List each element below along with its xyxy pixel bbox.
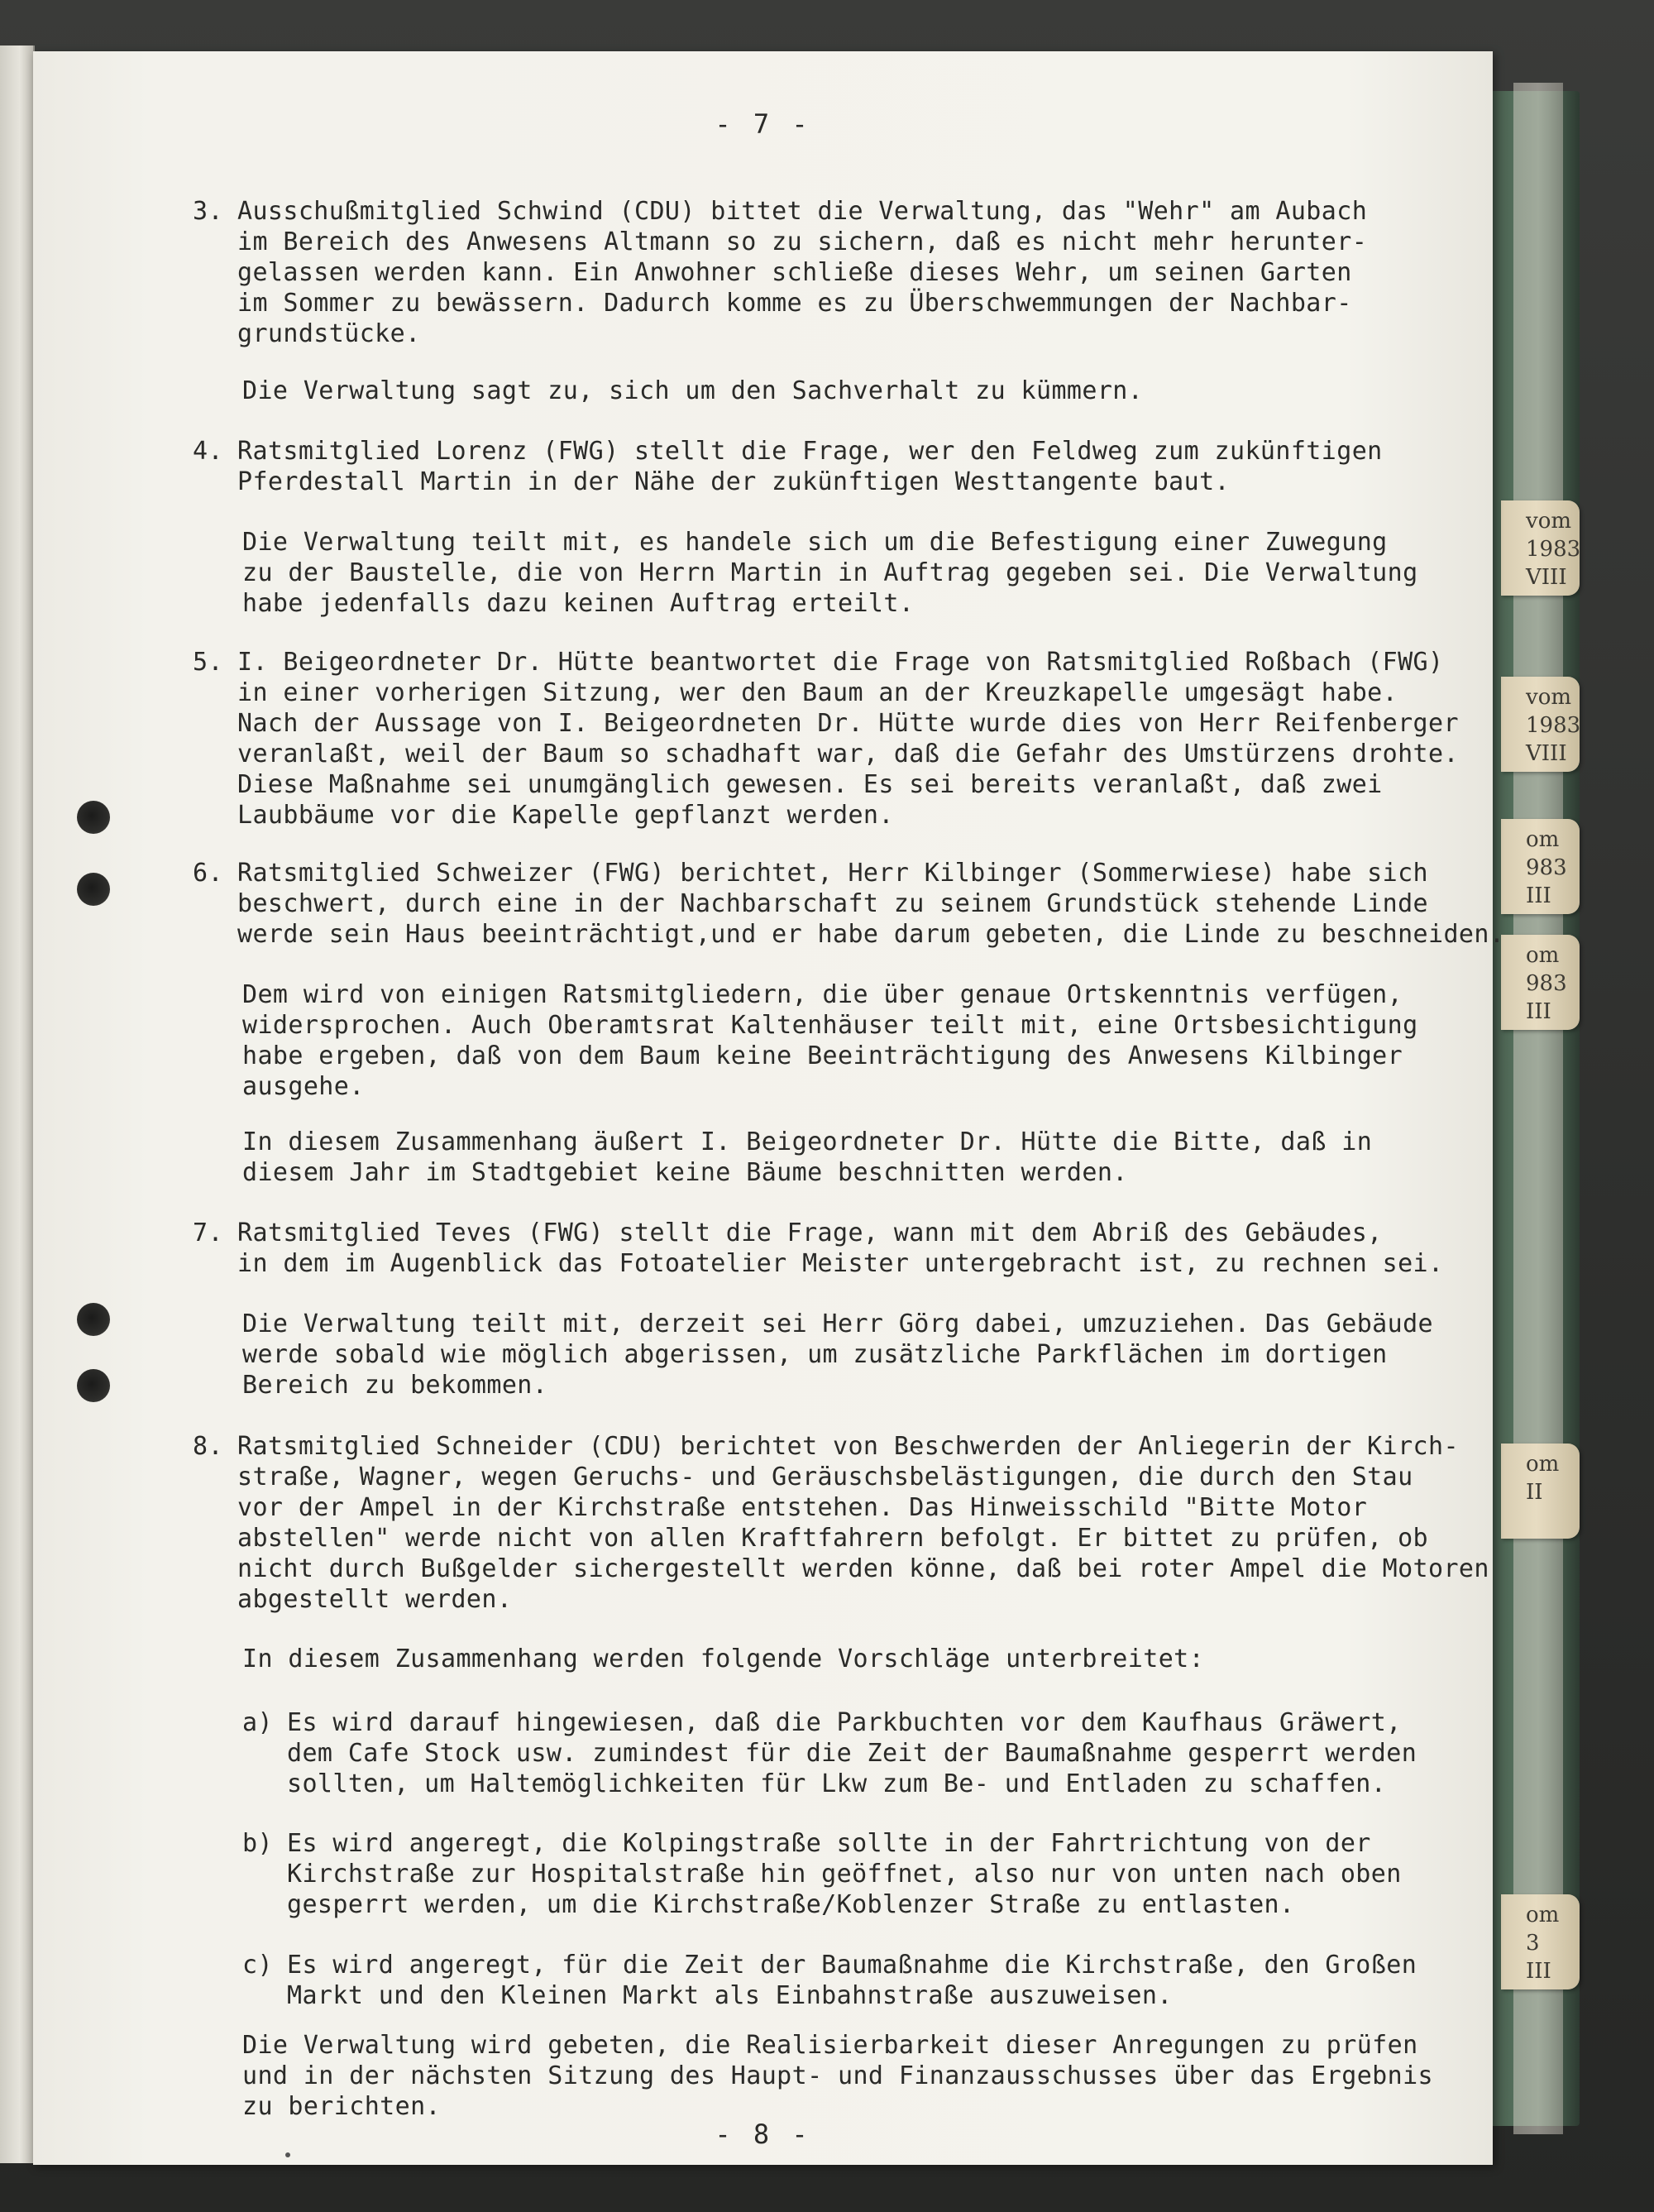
tab-line: vom — [1526, 685, 1571, 710]
tab-line: 983 — [1526, 971, 1567, 996]
left-page-edge — [0, 45, 35, 2163]
tab-line: III — [1526, 1959, 1551, 1984]
suggestion-label: c) — [242, 1951, 273, 1980]
suggestion-label: a) — [242, 1708, 273, 1737]
page-number-header: - 7 - — [715, 108, 811, 140]
tab-line: vom — [1526, 509, 1571, 534]
ink-speck — [285, 2152, 290, 2157]
suggestion-text: Es wird angeregt, für die Zeit der Baumaßnahme die Kirchstraße, den Großen Markt und den Kleinen Markt als Einbahnstraße auszuweisen. — [287, 1951, 1417, 2010]
tab-line: VIII — [1526, 741, 1567, 766]
tab-line: 3 — [1526, 1931, 1540, 1956]
suggestion-text: Es wird angeregt, die Kolpingstraße sollte in der Fahrtrichtung von der Kirchstraße zur Hospitalstraße hin geöffnet, also nur von unten nach oben gesperrt werden, um die Kirchstraße/Koblenzer Straße zu entlasten. — [287, 1829, 1402, 1919]
item-text: Ratsmitglied Schneider (CDU) berichtet von Beschwerden der Anliegerin der Kirch- straße, Wagner, wegen Geruchs- und Geräuschsbelästigungen, die durch den Stau vor der Ampel in der Kirchstraße entstehen. Das Hinweisschild "Bitte Motor abstellen" werde nicht von allen Kraftfahrern befolgt. Er bittet zu prüfen, ob nicht durch Bußgelder sichergestellt werden könne, daß bei roter Ampel die Motoren abgestellt werden. — [237, 1432, 1489, 1614]
tab-line: 1983 — [1526, 537, 1581, 562]
page-number-footer: - 8 - — [715, 2119, 811, 2150]
suggestion-text: Es wird darauf hingewiesen, daß die Parkbuchten vor dem Kaufhaus Gräwert, dem Cafe Stock usw. zumindest für die Zeit der Baumaßnahme gesperrt werden sollten, um Haltemöglichkeiten für Lkw zum Be- und Entladen zu schaffen. — [287, 1708, 1417, 1798]
index-tab — [1501, 1894, 1580, 1989]
tab-line: II — [1526, 1480, 1543, 1505]
tab-line: om — [1526, 1452, 1560, 1477]
item-number: 6. — [193, 859, 223, 888]
item-number: 5. — [193, 648, 223, 677]
item-number: 3. — [193, 197, 223, 226]
closing-paragraph: Die Verwaltung wird gebeten, die Realisierbarkeit dieser Anregungen zu prüfen und in der nächsten Sitzung des Haupt- und Finanzausschusses über das Ergebnis zu berichten. — [242, 2031, 1433, 2121]
document-body — [33, 51, 1505, 2165]
tab-line: VIII — [1526, 565, 1567, 590]
item-followup: In diesem Zusammenhang äußert I. Beigeordneter Dr. Hütte die Bitte, daß in diesem Jahr im Stadtgebiet keine Bäume beschnitten werden. — [242, 1128, 1373, 1187]
item-number: 7. — [193, 1219, 223, 1247]
item-followup: In diesem Zusammenhang werden folgende Vorschläge unterbreitet: — [242, 1645, 1205, 1673]
item-text: I. Beigeordneter Dr. Hütte beantwortet die Frage von Ratsmitglied Roßbach (FWG) in einer vorherigen Sitzung, wer den Baum an der Kreuzkapelle umgesägt habe. Nach der Aussage von I. Beigeordneten Dr. Hütte wurde dies von Herr Reifenberger veranlaßt, weil der Baum so schadhaft war, daß die Gefahr des Umstürzens drohte. Diese Maßnahme sei unumgänglich gewesen. Es sei bereits veranlaßt, daß zwei Laubbäume vor die Kapelle gepflanzt werden. — [237, 648, 1459, 830]
item-followup: Dem wird von einigen Ratsmitgliedern, die über genaue Ortskenntnis verfügen, widersprochen. Auch Oberamtsrat Kaltenhäuser teilt mit, eine Ortsbesichtigung habe ergeben, daß von dem Baum keine Beeinträchtigung des Anwesens Kilbinger ausgehe. — [242, 980, 1418, 1101]
item-text: Ratsmitglied Teves (FWG) stellt die Frage, wann mit dem Abriß des Gebäudes, in dem im Augenblick das Fotoatelier Meister untergebracht ist, zu rechnen sei. — [237, 1219, 1444, 1278]
item-number: 8. — [193, 1432, 223, 1461]
tab-line: om — [1526, 1903, 1560, 1927]
suggestion-label: b) — [242, 1829, 273, 1858]
item-text: Ratsmitglied Lorenz (FWG) stellt die Frage, wer den Feldweg zum zukünftigen Pferdestall Martin in der Nähe der zukünftigen Westtangente baut. — [237, 437, 1383, 496]
item-text: Ratsmitglied Schweizer (FWG) berichtet, Herr Kilbinger (Sommerwiese) habe sich beschwert, durch eine in der Nachbarschaft zu seinem Grundstück stehende Linde werde sein Haus beeinträchtigt,und er habe darum gebeten, die Linde zu beschneiden. — [237, 859, 1505, 949]
tab-line: III — [1526, 883, 1551, 908]
item-followup: Die Verwaltung sagt zu, sich um den Sachverhalt zu kümmern. — [242, 376, 1144, 405]
item-followup: Die Verwaltung teilt mit, es handele sich um die Befestigung einer Zuwegung zu der Baustelle, die von Herrn Martin in Auftrag gegeben sei. Die Verwaltung habe jedenfalls dazu keinen Auftrag erteilt. — [242, 528, 1418, 618]
item-number: 4. — [193, 437, 223, 466]
item-text: Ausschußmitglied Schwind (CDU) bittet die Verwaltung, das "Wehr" am Aubach im Bereich des Anwesens Altmann so zu sichern, daß es nicht mehr herunter- gelassen werden kann. Ein Anwohner schließe dieses Wehr, um seinen Garten im Sommer zu bewässern. Dadurch komme es zu Überschwemmungen der Nachbar- grundstücke. — [237, 197, 1368, 348]
tab-line: 983 — [1526, 855, 1567, 880]
tab-line: 1983 — [1526, 713, 1581, 738]
item-followup: Die Verwaltung teilt mit, derzeit sei Herr Görg dabei, umzuziehen. Das Gebäude werde sobald wie möglich abgerissen, um zusätzliche Parkflächen im dortigen Bereich zu bekommen. — [242, 1309, 1433, 1400]
tab-line: III — [1526, 999, 1551, 1024]
tab-line: om — [1526, 827, 1560, 852]
tab-line: om — [1526, 943, 1560, 968]
